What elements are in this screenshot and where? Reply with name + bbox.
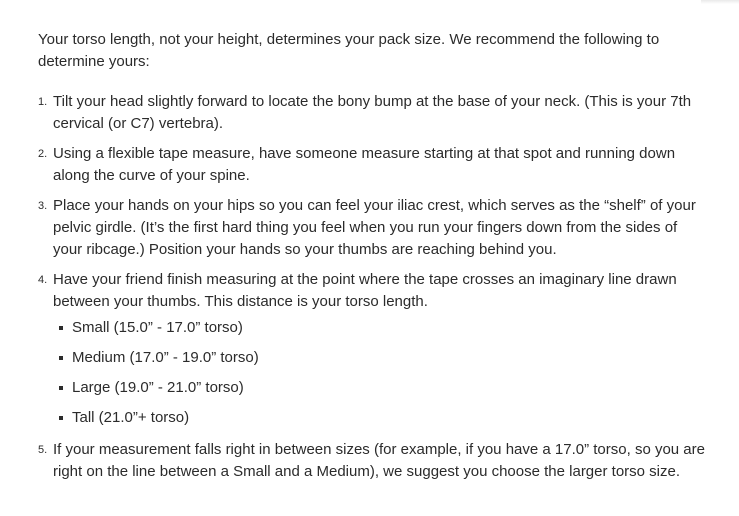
- step-text: Tilt your head slightly forward to locate the bony bump at the base of your neck. (This is your 7th cervical (or C7) vertebra).: [53, 93, 692, 132]
- size-label: Tall (21.0”+ torso): [72, 409, 190, 426]
- step-text: If your measurement falls right in between sizes (for example, if you have a 17.0” torso, so you are right on the line between a Small and a Medium), we suggest you choose the larger torso size.: [53, 441, 705, 480]
- bullet-icon: [59, 356, 63, 360]
- bullet-icon: [59, 416, 63, 420]
- step-item: [38, 269, 706, 429]
- size-label: Large (19.0” - 21.0” torso): [72, 379, 244, 396]
- size-item-small: [53, 317, 706, 339]
- measurement-steps: [38, 91, 706, 483]
- step-text: Using a flexible tape measure, have someone measure starting at that spot and running down along the curve of your spine.: [53, 145, 676, 184]
- step-item: [38, 91, 706, 135]
- step-number: 5.: [38, 444, 48, 456]
- size-label: Medium (17.0” - 19.0” torso): [72, 349, 259, 366]
- step-number: 3.: [38, 200, 48, 212]
- step-number: 4.: [38, 274, 48, 286]
- step-number: 2.: [38, 148, 48, 160]
- torso-measurement-guide: [38, 29, 706, 491]
- torso-size-list: [53, 317, 706, 429]
- step-number: 1.: [38, 96, 48, 108]
- intro-paragraph: Your torso length, not your height, determines your pack size. We recommend the following to determine yours:: [38, 31, 660, 70]
- step-text: Have your friend finish measuring at the point where the tape crosses an imaginary line drawn between your thumbs. This distance is your torso length.: [53, 271, 677, 310]
- header-shadow: [701, 0, 739, 4]
- step-item: [38, 143, 706, 187]
- size-item-large: [53, 377, 706, 399]
- bullet-icon: [59, 386, 63, 390]
- step-item: [38, 195, 706, 261]
- size-label: Small (15.0” - 17.0” torso): [72, 319, 243, 336]
- bullet-icon: [59, 326, 63, 330]
- step-item: [38, 439, 706, 483]
- size-item-medium: [53, 347, 706, 369]
- step-text: Place your hands on your hips so you can feel your iliac crest, which serves as the “shelf” of your pelvic girdle. (It’s the first hard thing you feel when you run your fingers down from the sides of your ribcage.) Position your hands so your thumbs are reaching behind you.: [53, 197, 696, 258]
- size-item-tall: [53, 407, 706, 429]
